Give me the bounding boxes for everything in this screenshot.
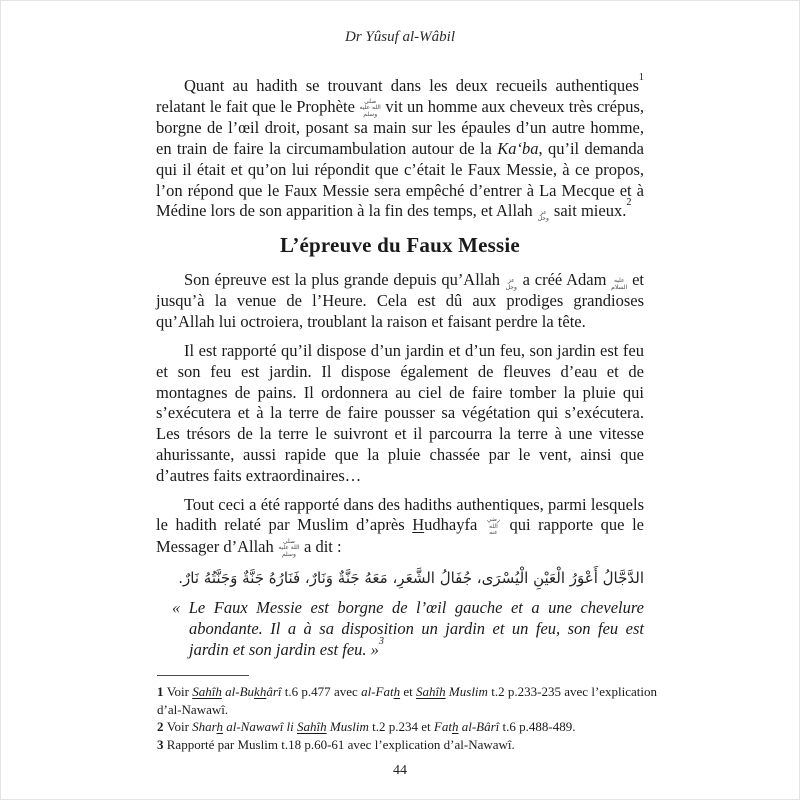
footnote-ref: 1 [638, 71, 644, 83]
footnote: 1 Voir Sahîh al-Bukhârî t.6 p.477 avec al-Fath et Sahîh Muslim t.2 p.233-235 avec l’explication d’al-Nawawî. [157, 684, 658, 717]
honorific-saws-icon: صلى الله عليه وسلم [359, 97, 381, 118]
honorific-radiallahu-anhu-icon: رضي الله عنه [486, 516, 500, 537]
paragraph: Il est rapporté qu’il dispose d’un jardin et d’un feu, son jardin est feu et son feu est jardin. Il dispose également de fleuves d’eau et de montagnes de pains. Il ordonnera au ciel de faire tomber la pluie qui s’exécutera et à la terre de faire pousser sa végétation qui s’exécutera. Les trésors de la terre le suivront et il parcourra la terre à une vitesse ahurissante, aussi rapide que la pluie chassée par le vent, ainsi que d’autres faits extraordinaires… [156, 340, 644, 485]
honorific-azza-wa-jall-icon: عز وجل [505, 277, 517, 291]
footnote-ref: 3 [378, 635, 385, 647]
footnote-area [157, 675, 657, 753]
honorific-saws-icon: صلى الله عليه وسلم [278, 537, 300, 558]
footnote-ref: 2 [626, 197, 632, 209]
hadith-translation-quote: « Le Faux Messie est borgne de l’œil gauche et a une chevelure abondante. Il a à sa disposition un jardin et un feu, son feu est jardin et son jardin est feu. »$^3$ [172, 598, 644, 659]
paragraph: Tout ceci a été rapporté dans des hadiths authentiques, parmi lesquels le hadith relaté par Muslim d’après Hudhayfa رضي الله عنه qui rapporte que le Messager d’Allah صلى الله عليه وسلم a dit : [156, 494, 644, 558]
section-heading: L’épreuve du Faux Messie [280, 232, 520, 257]
honorific-azza-wa-jall-icon: عز وجل [537, 208, 549, 223]
honorific-alayhi-salam-icon: عليه السلام [611, 277, 628, 291]
paragraph: Son épreuve est la plus grande depuis qu’Allah عز وجل a créé Adam عليه السلام et jusqu’à la venue de l’Heure. Cela est dû aux prodiges grandioses qu’Allah lui octroiera, troublant la raison et faisant perdre la tête. [156, 269, 644, 332]
footnote-separator [157, 675, 249, 676]
running-header: Dr Yûsuf al-Wâbil [344, 29, 455, 45]
footnotes [157, 683, 657, 753]
paragraph: Quant au hadith se trouvant dans les deux recueils authentiques$^1$ relatant le fait que le Prophète صلى الله عليه وسلم vit un homme aux cheveux très crépus, borgne de l’œil droit, posant sa main sur les épaules d’un autre homme, en train de faire la circumambulation autour de la Ka‘ba, qu’il demanda qui il était et qu’on lui répondit que c’était le Faux Messie, à ce propos, l’on répond que le Faux Messie sera empêché d’entrer à La Mecque et à Médine lors de son apparition à la fin des temps, et Allah عز وجل sait mieux.$^2$ [156, 71, 645, 223]
page-number: 44 [393, 763, 407, 778]
footnote: 3 Rapporté par Muslim t.18 p.60-61 avec l’explication d’al-Nawawî. [157, 736, 515, 752]
arabic-hadith-text: الدَّجَّالُ أَعْوَرُ الْعَيْنِ الْيُسْرَى، جُفَالُ الشَّعَرِ، مَعَهُ جَنَّةٌ وَنَارٌ، فَنَارُهُ جَنَّةٌ وَجَنَّتُهُ نَارٌ. [178, 569, 644, 588]
footnote: 2 Voir Sharh al-Nawawî li Sahîh Muslim t.2 p.234 et Fath al-Bârî t.6 p.488-489. [157, 719, 576, 734]
page-body [156, 71, 645, 661]
